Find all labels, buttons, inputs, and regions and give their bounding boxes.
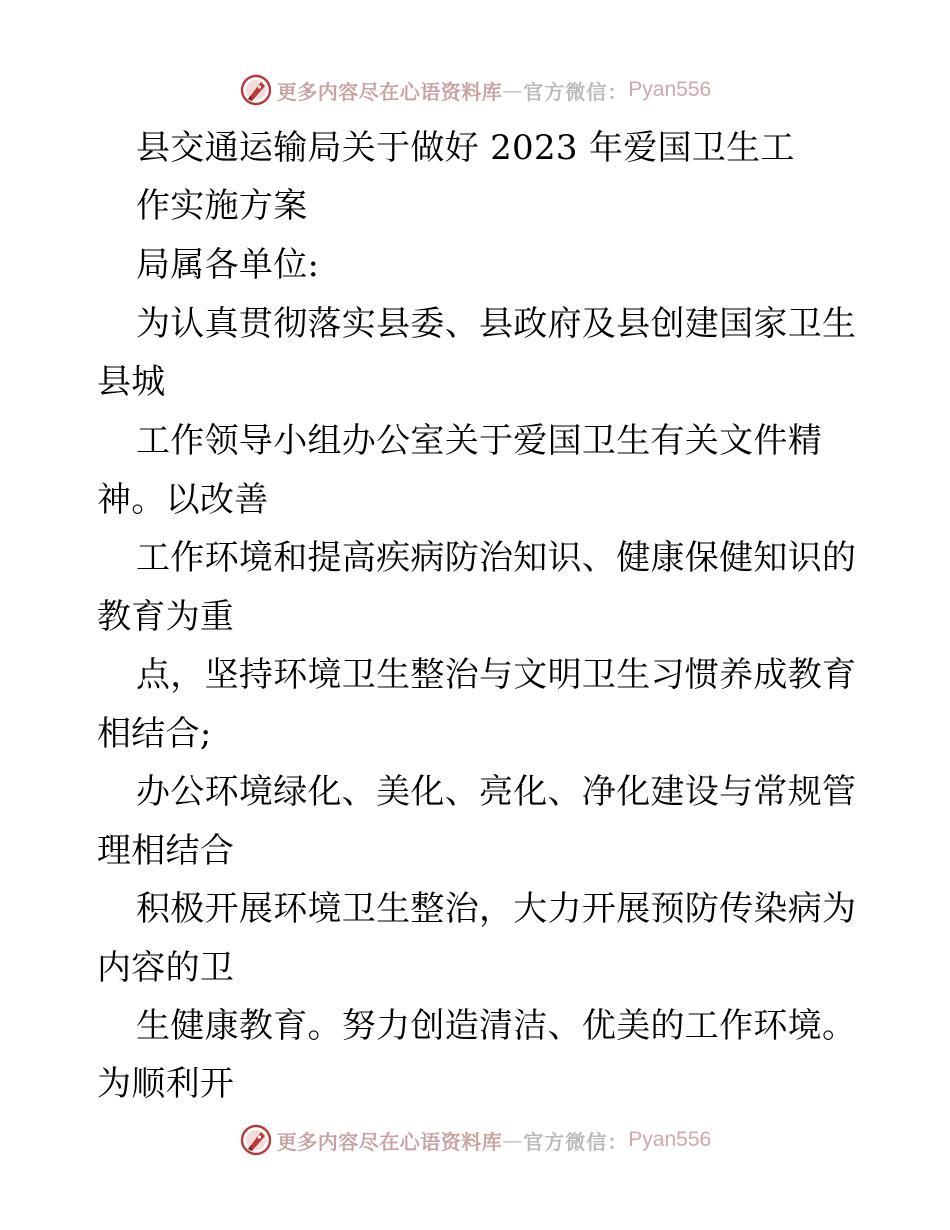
paragraph-line: 为认真贯彻落实县委、县政府及县创建国家卫生 [136,304,857,344]
paragraph-line: 点，坚持环境卫生整治与文明卫生习惯养成教育 [136,655,857,695]
watermark-brand-text: 更多内容尽在心语资料库 [276,79,503,104]
watermark-separator: — [502,1128,524,1152]
watermark-wechat-id: Pyan556 [628,78,712,101]
paragraph-line: 相结合; [97,714,212,754]
pen-nib-logo-icon [239,1123,273,1157]
paragraph-line: 县城 [97,362,166,402]
document-title-line-1: 县交通运输局关于做好 2023 年爱国卫生工 [136,128,795,168]
paragraph-line: 工作领导小组办公室关于爱国卫生有关文件精 [136,421,822,461]
watermark-wechat-label: 官方微信： [523,79,629,104]
watermark-brand-text: 更多内容尽在心语资料库 [276,1129,503,1154]
paragraph-line: 办公环境绿化、美化、亮化、净化建设与常规管 [136,772,857,812]
paragraph-line: 生健康教育。努力创造清洁、优美的工作环境。 [136,1006,857,1046]
paragraph-line: 积极开展环境卫生整治，大力开展预防传染病为 [136,889,857,929]
document-title-line-2: 作实施方案 [136,186,308,226]
watermark-wechat-label: 官方微信： [523,1129,629,1154]
footer-watermark [0,1120,950,1160]
paragraph-line: 内容的卫 [97,948,235,988]
paragraph-line: 理相结合 [97,831,235,871]
watermark-separator: — [502,78,524,102]
paragraph-line: 神。以改善 [97,480,269,520]
salutation: 局属各单位: [136,245,320,285]
paragraph-line: 工作环境和提高疾病防治知识、健康保健知识的 [136,538,857,578]
paragraph-line: 教育为重 [97,597,235,637]
watermark-wechat-id: Pyan556 [628,1128,712,1151]
paragraph-line: 为顺利开 [97,1064,235,1104]
